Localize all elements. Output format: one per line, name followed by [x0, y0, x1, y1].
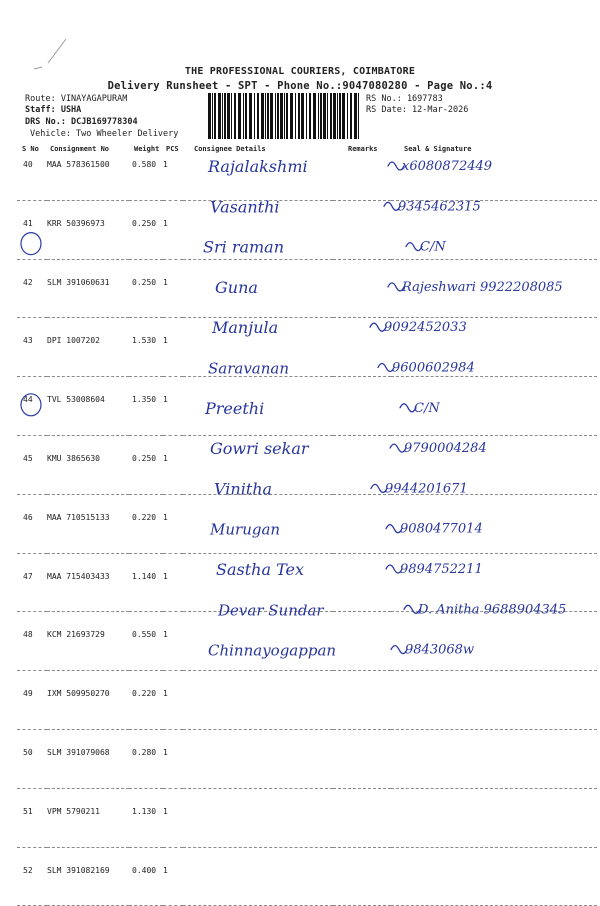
runsheet-subtitle: Delivery Runsheet - SPT - Phone No.:9047080280 - Page No.:4	[107, 80, 493, 92]
col-header-pcs: PCS	[166, 145, 179, 153]
row-weight: 0.280	[129, 729, 163, 788]
row-pcs: 1	[163, 729, 183, 788]
seal-signature-handwriting: 9843068w	[405, 642, 475, 658]
row-consignment-no: SLM 391060631	[47, 259, 129, 318]
seal-signature-handwriting: x6080872449	[402, 159, 493, 174]
row-seal	[391, 847, 597, 906]
table-row	[17, 847, 597, 906]
consignee-handwriting: Sri raman	[203, 237, 285, 257]
rs-number: RS No.: 1697783	[366, 94, 443, 104]
row-consignment-no: MAA 578361500	[47, 142, 129, 200]
seal-signature-handwriting: 9894752211	[400, 562, 483, 577]
row-sno: 51	[17, 788, 47, 847]
col-header-consignment: Consignment No	[50, 145, 110, 153]
seal-signature-handwriting: C/N	[414, 400, 440, 416]
row-pcs: 1	[163, 671, 183, 730]
row-consignment-no: MAA 710515133	[47, 494, 129, 553]
row-sno: 41	[17, 200, 47, 259]
row-consignment-no: SLM 391082169	[47, 847, 129, 906]
row-weight: 1.130	[129, 788, 163, 847]
row-sno: 40	[17, 142, 47, 200]
row-weight: 0.550	[129, 612, 163, 671]
row-sno: 44	[17, 377, 47, 436]
row-consignment-no: VPM 5790211	[47, 788, 129, 847]
row-sno: 48	[17, 612, 47, 671]
row-pcs: 1	[163, 494, 183, 553]
col-header-remarks: Remarks	[348, 145, 378, 153]
consignee-handwriting: Vasanthi	[210, 197, 280, 217]
row-weight: 0.580	[129, 142, 163, 200]
vehicle-label: Vehicle: Two Wheeler Delivery	[30, 129, 179, 139]
row-consignee	[183, 847, 333, 906]
circled-sno-mark	[21, 233, 41, 255]
col-header-weight: Weight	[134, 145, 160, 153]
row-remarks	[333, 847, 391, 906]
row-consignment-no: DPI 1007202	[47, 318, 129, 377]
row-sno: 47	[17, 553, 47, 612]
consignee-handwriting: Vinitha	[214, 479, 273, 499]
seal-signature-handwriting: C/N	[420, 239, 446, 255]
row-consignment-no: MAA 715403433	[47, 553, 129, 612]
circled-sno-mark	[21, 394, 41, 416]
row-pcs: 1	[163, 377, 183, 436]
col-header-consignee: Consignee Details	[194, 145, 266, 153]
seal-signature-handwriting: D. Anitha 9688904345	[418, 602, 567, 618]
row-weight: 1.140	[129, 553, 163, 612]
rs-date: RS Date: 12-Mar-2026	[366, 105, 469, 115]
row-sno: 46	[17, 494, 47, 553]
row-pcs: 1	[163, 259, 183, 318]
consignee-handwriting: Preethi	[205, 398, 265, 418]
consignee-handwriting: Gowri sekar	[210, 439, 309, 459]
seal-signature-handwriting: 9600602984	[392, 360, 475, 376]
col-header-seal: Seal & Signature	[404, 145, 472, 153]
row-sno: 42	[17, 259, 47, 318]
row-weight: 0.220	[129, 671, 163, 730]
consignee-handwriting: Saravanan	[208, 359, 290, 378]
row-pcs: 1	[163, 435, 183, 494]
row-pcs: 1	[163, 612, 183, 671]
row-sno: 52	[17, 847, 47, 906]
consignee-handwriting: Sastha Tex	[216, 560, 304, 579]
row-weight: 0.250	[129, 435, 163, 494]
row-sno: 43	[17, 318, 47, 377]
row-consignment-no: KMU 3865630	[47, 435, 129, 494]
row-weight: 0.400	[129, 847, 163, 906]
row-sno: 50	[17, 729, 47, 788]
row-pcs: 1	[163, 200, 183, 259]
drs-number: DRS No.: DCJB169778304	[25, 117, 138, 127]
row-weight: 0.250	[129, 200, 163, 259]
row-pcs: 1	[163, 847, 183, 906]
staff-label: Staff: USHA	[25, 105, 82, 115]
route-label: Route: VINAYAGAPURAM	[25, 94, 128, 104]
row-pcs: 1	[163, 318, 183, 377]
row-weight: 0.220	[129, 494, 163, 553]
seal-signature-handwriting: 9092452033	[384, 320, 467, 336]
company-title: THE PROFESSIONAL COURIERS, COIMBATORE	[184, 66, 416, 77]
row-consignment-no: KRR 50396973	[47, 200, 129, 259]
row-pcs: 1	[163, 142, 183, 200]
consignee-handwriting: Rajalakshmi	[208, 157, 308, 176]
row-consignment-no: TVL 53008604	[47, 377, 129, 436]
row-pcs: 1	[163, 788, 183, 847]
row-consignment-no: SLM 391079068	[47, 729, 129, 788]
consignee-handwriting: Manjula	[212, 318, 279, 338]
seal-signature-handwriting: Rajeshwari 9922208085	[402, 279, 563, 295]
row-weight: 0.250	[129, 259, 163, 318]
consignee-handwriting: Chinnayogappan	[208, 641, 337, 660]
row-consignment-no: KCM 21693729	[47, 612, 129, 671]
seal-signature-handwriting: 9345462315	[398, 199, 481, 215]
row-weight: 1.530	[129, 318, 163, 377]
consignee-handwriting: Devar Sundar	[218, 601, 324, 620]
row-sno: 49	[17, 671, 47, 730]
row-pcs: 1	[163, 553, 183, 612]
col-header-sno: S No	[22, 145, 39, 153]
row-consignment-no: IXM 509950270	[47, 671, 129, 730]
seal-signature-handwriting: 9944201671	[385, 481, 468, 497]
seal-signature-handwriting: 9790004284	[404, 441, 487, 457]
row-weight: 1.350	[129, 377, 163, 436]
row-sno: 45	[17, 435, 47, 494]
consignee-handwriting: Murugan	[210, 520, 281, 539]
consignee-handwriting: Guna	[215, 277, 258, 297]
seal-signature-handwriting: 9080477014	[400, 521, 483, 537]
